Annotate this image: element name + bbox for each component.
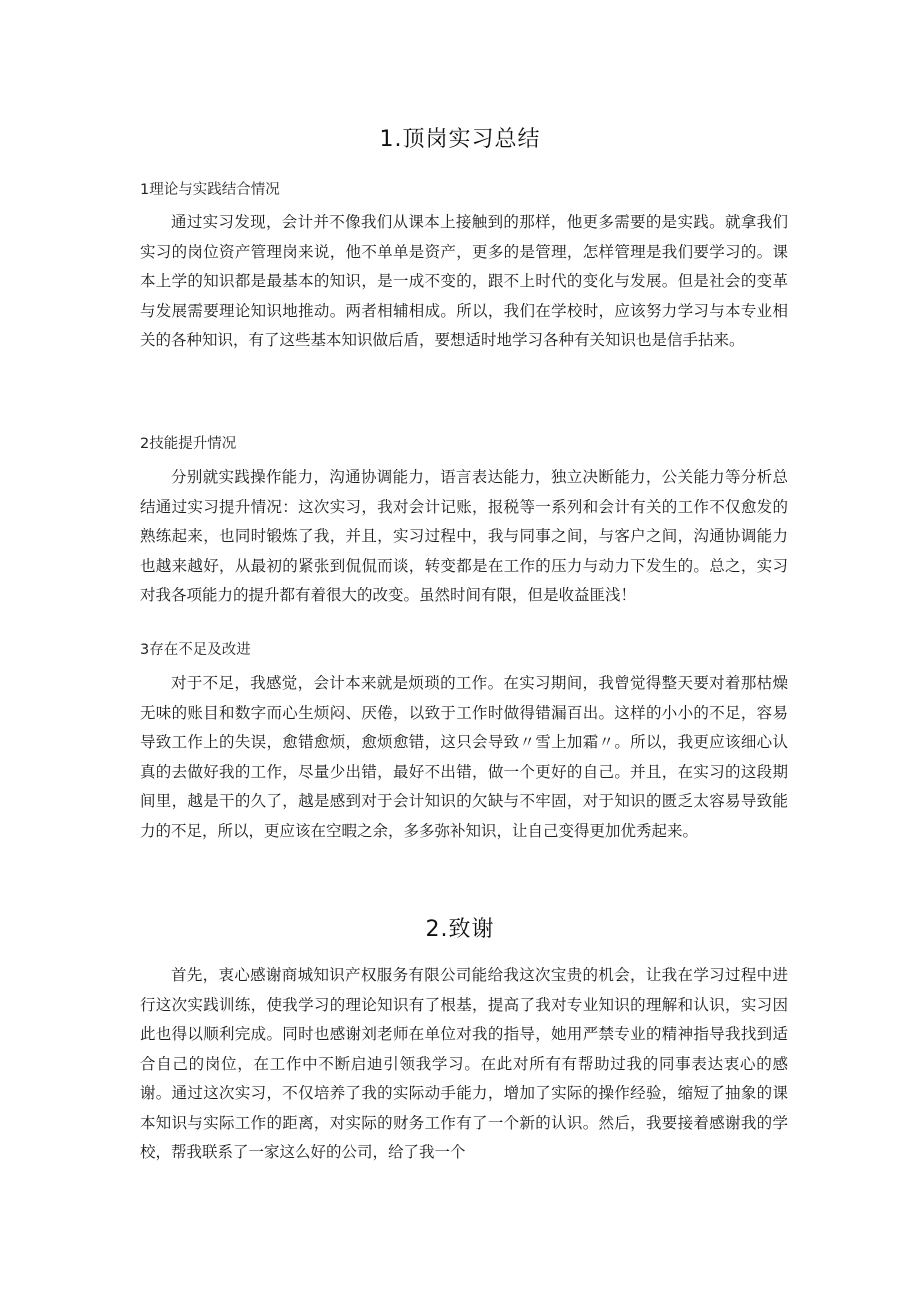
- subsection-heading-skills: 2技能提升情况: [140, 436, 237, 452]
- section-title-acknowledgements: 2.致谢: [425, 917, 495, 942]
- subsection-heading-shortcomings: 3存在不足及改进: [140, 642, 251, 658]
- paragraph-theory-practice: 通过实习发现，会计并不像我们从课本上接触到的那样，他更多需要的是实践。就拿我们实习的岗位资产管理岗来说，他不单单是资产，更多的是管理，怎样管理是我们要学习的。课本上学的知识都是最基本的知识，是一成不变的，跟不上时代的变化与发展。但是社会的变革与发展需要理论知识地推动。两者相辅相成。所以，我们在学校时，应该努力学习与本专业相关的各种知识，有了这些基本知识做后盾，要想适时地学习各种有关知识也是信手拈来。: [140, 213, 788, 349]
- paragraph-skills: 分别就实践操作能力，沟通协调能力，语言表达能力，独立决断能力，公关能力等分析总结通过实习提升情况：这次实习，我对会计记账，报税等一系列和会计有关的工作不仅愈发的熟练起来，也同时锻炼了我，并且，实习过程中，我与同事之间，与客户之间，沟通协调能力也越来越好，从最初的紧张到侃侃而谈，转变都是在工作的压力与动力下发生的。总之，实习对我各项能力的提升都有着很大的改变。虽然时间有限，但是收益匪浅！: [140, 468, 788, 604]
- section-title-summary: 1.顶岗实习总结: [379, 127, 541, 152]
- paragraph-shortcomings: 对于不足，我感觉，会计本来就是烦琐的工作。在实习期间，我曾觉得整天要对着那枯燥无味的账目和数字而心生烦闷、厌倦，以致于工作时做得错漏百出。这样的小小的不足，容易导致工作上的失误，愈错愈烦，愈烦愈错，这只会导致〃雪上加霜〃。所以，我更应该细心认真的去做好我的工作，尽量少出错，最好不出错，做一个更好的自己。并且，在实习的这段期间里，越是干的久了，越是感到对于会计知识的欠缺与不牢固，对于知识的匮乏太容易导致能力的不足，所以，更应该在空暇之余，多多弥补知识，让自己变得更加优秀起来。: [140, 674, 788, 840]
- subsection-heading-theory-practice: 1理论与实践结合情况: [140, 182, 280, 198]
- paragraph-acknowledgements: 首先，衷心感谢商城知识产权服务有限公司能给我这次宝贵的机会，让我在学习过程中进行这次实践训练，使我学习的理论知识有了根基，提高了我对专业知识的理解和认识，实习因此也得以顺利完成。同时也感谢刘老师在单位对我的指导，她用严禁专业的精神指导我找到适合自己的岗位，在工作中不断启迪引领我学习。在此对所有有帮助过我的同事表达衷心的感谢。通过这次实习，不仅培养了我的实际动手能力，增加了实际的操作经验，缩短了抽象的课本知识与实际工作的距离，对实际的财务工作有了一个新的认识。然后，我要接着感谢我的学校，帮我联系了一家这么好的公司，给了我一个: [140, 966, 788, 1161]
